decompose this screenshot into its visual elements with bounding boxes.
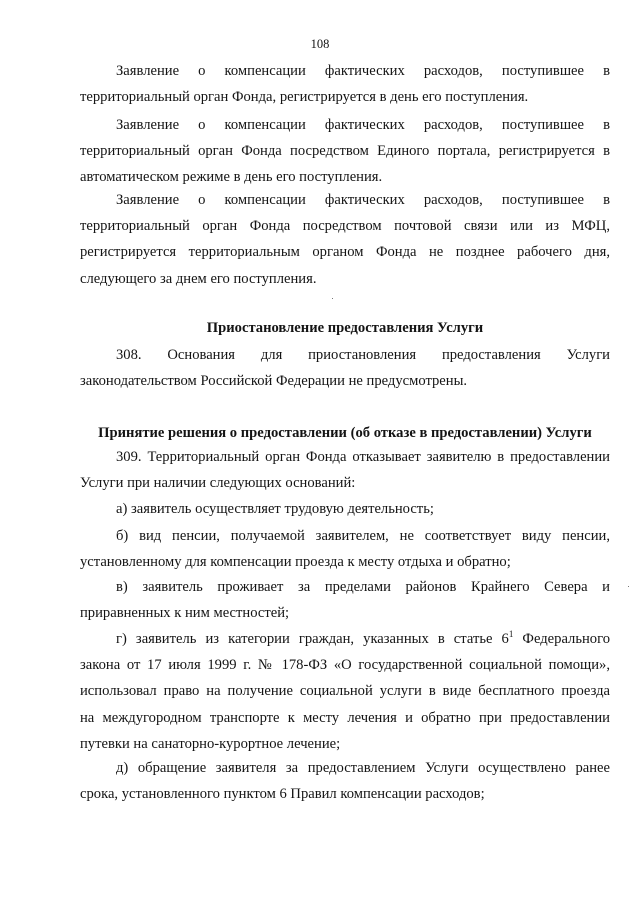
subitem-g (80, 626, 610, 757)
text-line: б) вид пенсии, получаемой заявителем, не соответствует виду пенсии, (116, 528, 610, 544)
text-line: 308. Основания для приостановления предоставления Услуги (116, 347, 610, 363)
text-line: законодательством Российской Федерации не предусмотрены. (80, 373, 468, 390)
superscript: 1 (508, 629, 514, 639)
text-line: срока, установленного пунктом 6 Правил компенсации расходов; (80, 786, 485, 803)
text-line: регистрируется территориальным органом Фонда не позднее рабочего дня, (80, 244, 610, 261)
text-line: путевки на санаторно-курортное лечение; (80, 735, 341, 752)
text-line: использовал право на получение социальной услуги в виде бесплатного проезда (80, 683, 610, 700)
text-line (80, 626, 610, 652)
scan-speck (628, 586, 629, 587)
text-line: автоматическом режиме в день его поступления. (80, 169, 383, 186)
section-heading-decision: Принятие решения о предоставлении (об отказе в предоставлении) Услуги (98, 425, 592, 441)
paragraph-registration-general (80, 58, 610, 110)
paragraph-registration-portal (80, 112, 610, 191)
text-line: территориальный орган Фонда, регистрируется в день его поступления. (80, 89, 529, 106)
text-line: следующего за днем его поступления. (80, 270, 317, 287)
subitem-v (80, 574, 610, 626)
paragraph-registration-mail (80, 187, 610, 292)
subitem-a (80, 496, 610, 522)
text-line: установленному для компенсации проезда к месту отдыха и обратно; (80, 554, 511, 571)
text-fragment: г) заявитель из категории граждан, указанных в статье 6 (116, 631, 509, 647)
text-line: территориальный орган Фонда посредством Единого портала, регистрируется в (80, 143, 610, 160)
text-line: Заявление о компенсации фактических расходов, поступившее в (116, 192, 610, 208)
item-308 (80, 342, 610, 394)
text-line: Заявление о компенсации фактических расходов, поступившее в (116, 117, 610, 133)
text-line: 309. Территориальный орган Фонда отказывает заявителю в предоставлении (116, 449, 610, 465)
subitem-d (80, 755, 610, 807)
text-line: на междугородном транспорте к месту лечения и обратно при предоставлении (80, 709, 610, 726)
text-line: в) заявитель проживает за пределами районов Крайнего Севера и (116, 579, 610, 595)
subitem-b (80, 523, 610, 575)
text-fragment: Федерального (513, 631, 611, 647)
section-heading-suspension: Приостановление предоставления Услуги (206, 320, 484, 336)
text-line: приравненных к ним местностей; (80, 605, 290, 622)
text-line: закона от 17 июля 1999 г. № 178-ФЗ «О государственной социальной помощи», (80, 657, 610, 674)
scan-speck (332, 298, 333, 299)
text-line: Услуги при наличии следующих оснований: (80, 475, 356, 492)
text-line: Заявление о компенсации фактических расходов, поступившее в (116, 63, 610, 79)
page-number: 108 (310, 37, 330, 51)
text-line: территориальный орган Фонда посредством почтовой связи или из МФЦ, (80, 218, 610, 235)
text-line: д) обращение заявителя за предоставлением Услуги осуществлено ранее (116, 760, 610, 776)
text-line: а) заявитель осуществляет трудовую деятельность; (116, 501, 434, 517)
item-309 (80, 444, 610, 496)
